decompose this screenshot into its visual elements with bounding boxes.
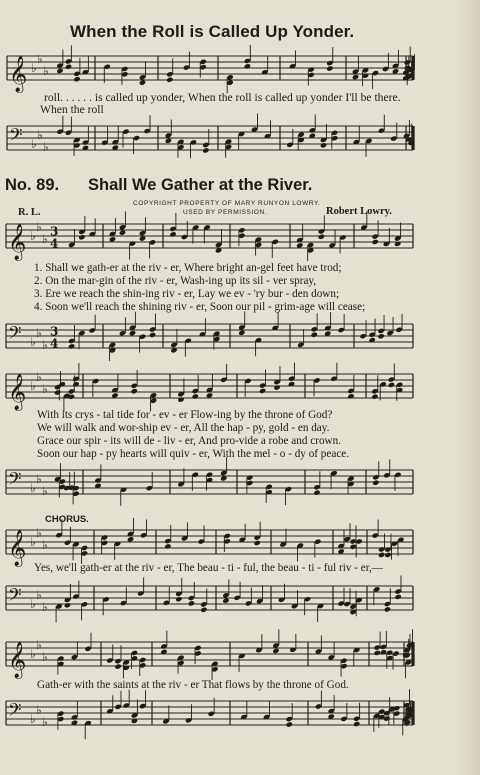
key-flat-icon: ♭ [42, 600, 48, 614]
notehead [372, 239, 379, 245]
treble-clef-icon: 𝄞 [8, 530, 27, 566]
key-flat-icon: ♭ [42, 650, 48, 664]
verse-4-line-a: 4. Soon we'll reach the shining riv - er, Soon our pil - grim-age will cease; [34, 301, 366, 313]
key-flat-icon: ♭ [42, 538, 48, 552]
top-hymn-title: When the Roll is Called Up Yonder. [70, 22, 355, 41]
key-flat-icon: ♭ [37, 128, 43, 142]
notehead [73, 76, 80, 82]
notehead [378, 552, 385, 558]
key-flat-icon: ♭ [30, 481, 36, 495]
key-flat-icon: ♭ [42, 232, 48, 246]
chorus-lyric-2: Gath-er with the saints at the riv - er That flows by the throne of God. [37, 679, 349, 691]
key-flat-icon: ♭ [36, 326, 42, 340]
verse-2-line-a: 2. On the mar-gin of the riv - er, Wash-ing up its sil - ver spray, [34, 275, 317, 287]
chorus-label: CHORUS. [45, 514, 89, 525]
notehead [72, 381, 79, 387]
notehead [313, 490, 320, 496]
top-lyric-line-1: roll. . . . . . is called up yonder, When the roll is called up yonder I'll be there. [44, 91, 401, 104]
notehead [54, 389, 61, 395]
copyright-line-1: COPYRIGHT PROPERTY OF MARY RUNYON LOWRY. [133, 200, 321, 207]
key-flat-icon: ♭ [31, 137, 37, 151]
key-flat-icon: ♭ [36, 588, 42, 602]
notehead [259, 388, 266, 394]
key-flat-icon: ♭ [36, 220, 42, 234]
notehead [377, 333, 384, 339]
top-lyric-line-2: When the roll [40, 103, 104, 116]
key-flat-icon: ♭ [36, 526, 42, 540]
key-flat-icon: ♭ [30, 535, 36, 549]
verse-3-line-b: Grace our spir - its will de - liv - er, And pro-vide a robe and crown. [37, 435, 342, 447]
notehead [114, 663, 121, 669]
notehead [273, 384, 280, 390]
key-flat-icon: ♭ [42, 715, 48, 729]
notehead [192, 393, 199, 399]
chorus-bass-staff [0, 578, 480, 626]
notehead [131, 388, 138, 394]
notehead [149, 332, 156, 338]
key-flat-icon: ♭ [43, 64, 49, 78]
final-treble-staff [0, 634, 480, 682]
copyright-line-2: USED BY PERMISSION. [183, 209, 268, 216]
notehead [165, 138, 172, 144]
notehead [392, 68, 399, 74]
notehead [64, 602, 71, 608]
notehead [139, 80, 146, 86]
time-signature-bottom: 4 [50, 236, 59, 251]
notehead [352, 74, 359, 80]
notehead [320, 142, 327, 148]
verse-2-line-b: We will walk and wor-ship ev - er, All the hap - py, gold - en day. [37, 422, 330, 434]
notehead [272, 648, 279, 654]
notehead [119, 230, 126, 236]
notehead [374, 650, 381, 656]
notehead [372, 480, 379, 486]
notehead [326, 65, 333, 71]
key-flat-icon: ♭ [30, 379, 36, 393]
key-flat-icon: ♭ [30, 712, 36, 726]
treble-clef-icon: 𝄞 [8, 374, 27, 410]
time-signature-bottom: 4 [50, 336, 59, 351]
notehead [68, 343, 75, 349]
notehead [254, 540, 261, 546]
treble-clef-icon: 𝄞 [8, 224, 27, 260]
key-flat-icon: ♭ [30, 335, 36, 349]
notehead [78, 234, 85, 240]
key-flat-icon: ♭ [31, 61, 37, 75]
notehead [347, 393, 354, 399]
notehead [388, 382, 395, 388]
verse-3-line-a: 3. Ere we reach the shin-ing riv - er, Lay we ev - 'ry bur - den down; [34, 288, 340, 300]
system2-bass-staff [0, 462, 480, 510]
system2-treble-staff [0, 366, 480, 414]
time-signature-top: 3 [50, 224, 59, 239]
hymn-number: No. 89. [5, 176, 60, 194]
key-flat-icon: ♭ [36, 472, 42, 486]
notehead [380, 649, 387, 655]
notehead [56, 68, 63, 74]
bass-clef-icon: 𝄢 [8, 323, 22, 347]
notehead [65, 64, 72, 70]
notehead [349, 544, 356, 550]
notehead [222, 598, 229, 604]
verse-4-line-b: Soon our hap - py hearts will quiv - er, With the mel - o - dy of peace. [37, 448, 350, 460]
bass-clef-icon: 𝄢 [8, 585, 22, 609]
notehead [188, 600, 195, 606]
final-bass-staff [0, 693, 480, 741]
top-treble-staff [0, 48, 480, 96]
key-flat-icon: ♭ [42, 484, 48, 498]
notehead [371, 394, 378, 400]
composer: Robert Lowry. [326, 206, 392, 217]
key-flat-icon: ♭ [37, 52, 43, 66]
notehead [169, 231, 176, 237]
notehead [175, 596, 182, 602]
notehead [318, 234, 325, 240]
notehead [200, 607, 207, 613]
key-flat-icon: ♭ [30, 647, 36, 661]
chorus-lyric-1: Yes, we'll gath-er at the riv - er, The beau - ti - ful, the beau - ti - ful riv - er,— [34, 562, 383, 574]
notehead [244, 63, 251, 69]
bass-clef-icon: 𝄢 [9, 125, 23, 149]
author-initials: R. L. [18, 207, 41, 218]
notehead [202, 147, 209, 153]
treble-clef-icon: 𝄞 [8, 642, 27, 678]
notehead [384, 606, 391, 612]
key-flat-icon: ♭ [42, 382, 48, 396]
verse-1-line-b: With its crys - tal tide for - ev - er Flow-ing by the throne of God? [37, 409, 333, 421]
bass-clef-icon: 𝄢 [8, 700, 22, 724]
notehead [311, 332, 318, 338]
notehead [164, 543, 171, 549]
bass-clef-icon: 𝄢 [8, 469, 22, 493]
key-flat-icon: ♭ [36, 703, 42, 717]
hymn-title: Shall We Gather at the River. [88, 176, 313, 194]
notehead [129, 330, 136, 336]
key-flat-icon: ♭ [43, 140, 49, 154]
notehead [384, 552, 391, 558]
notehead [238, 330, 245, 336]
key-flat-icon: ♭ [30, 597, 36, 611]
verse-1-line-a: 1. Shall we gath-er at the riv - er, Where bright an-gel feet have trod; [34, 262, 342, 274]
notehead [394, 594, 401, 600]
key-flat-icon: ♭ [36, 638, 42, 652]
notehead [166, 77, 173, 83]
key-flat-icon: ♭ [42, 338, 48, 352]
notehead [177, 397, 184, 403]
system1-treble-staff [0, 216, 480, 264]
notehead [286, 721, 293, 727]
time-signature-top: 3 [50, 324, 59, 339]
notehead [353, 721, 360, 727]
key-flat-icon: ♭ [36, 370, 42, 384]
treble-clef-icon: 𝄞 [9, 56, 28, 92]
key-flat-icon: ♭ [30, 229, 36, 243]
notehead [109, 236, 116, 242]
system1-bass-staff [0, 316, 480, 364]
top-bass-staff [0, 118, 480, 166]
